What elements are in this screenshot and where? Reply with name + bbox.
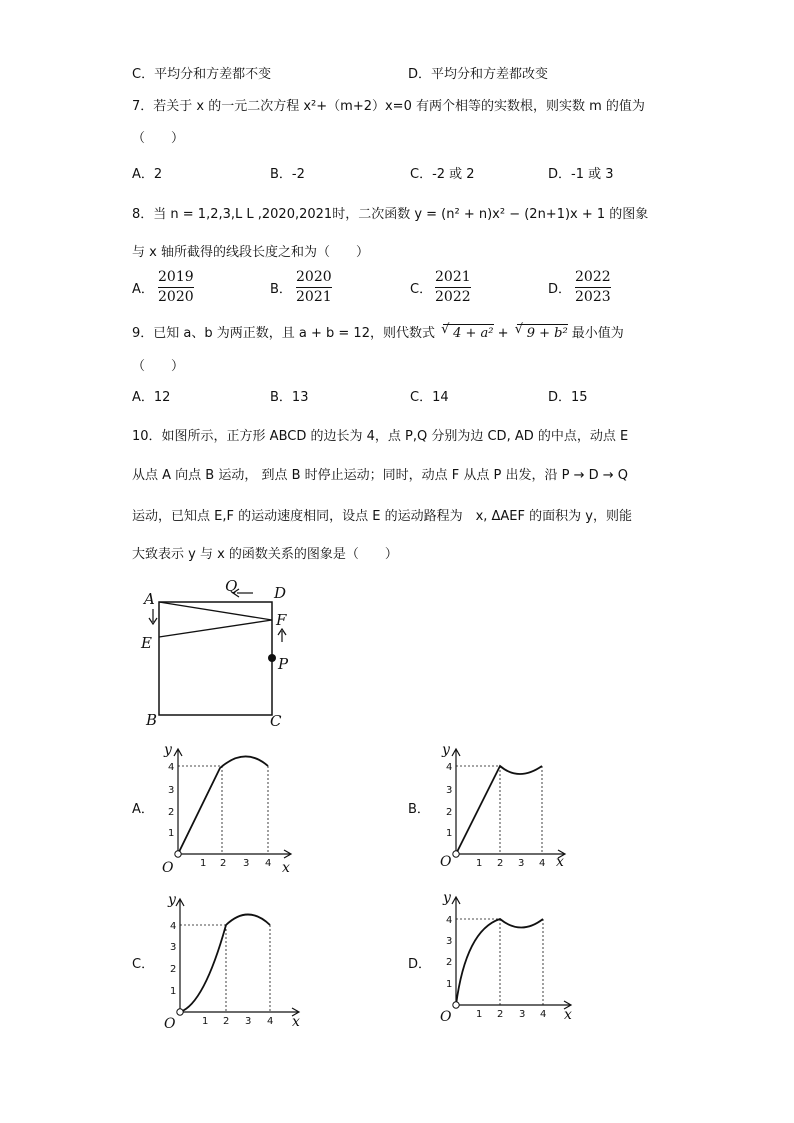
q8-option-d-denominator: 2023: [575, 289, 611, 305]
q10-line1: 10．如图所示，正方形 ABCD 的边长为 4，点 P,Q 分别为边 CD, AD 的中点，动点 E: [132, 429, 629, 444]
graph-d-x-label: x: [564, 1007, 572, 1023]
q7-stem: 7．若关于 x 的一元二次方程 x²+（m+2）x=0 有两个相等的实数根，则实数 m 的值为: [132, 99, 645, 114]
graph-b: [436, 742, 576, 882]
label-p: P: [278, 655, 289, 673]
q8-option-d-label: D．: [548, 282, 572, 297]
graph-a-x-label: x: [282, 860, 290, 876]
graph-a-ytick-2: 2: [168, 807, 175, 818]
q8-option-b-label: B．: [270, 282, 292, 297]
graph-b-ytick-1: 1: [446, 828, 453, 839]
q10-option-d-label: D．: [408, 957, 432, 972]
q9-paren: （ ）: [132, 359, 185, 374]
q10-line4: 大致表示 y 与 x 的函数关系的图象是（ ）: [132, 547, 398, 562]
graph-a-xtick-3: 3: [243, 858, 250, 869]
graph-b-x-label: x: [556, 854, 564, 870]
q6-option-d: D．平均分和方差都改变: [408, 67, 549, 82]
graph-c-origin-label: O: [164, 1016, 176, 1032]
label-d: D: [274, 584, 287, 602]
graph-a-origin-circle: [175, 851, 181, 857]
graph-d-xtick-3: 3: [519, 1009, 526, 1020]
graph-a-ytick-3: 3: [168, 785, 175, 796]
q7-option-c: C．-2 或 2: [410, 167, 475, 182]
q9-stem-pre: 9．已知 a、b 为两正数，且 a + b = 12，则代数式: [132, 326, 435, 341]
graph-c-ytick-3: 3: [170, 942, 177, 953]
graph-d-origin-label: O: [440, 1009, 452, 1025]
q8-option-a-numerator: 2019: [158, 269, 194, 285]
q10-line2: 从点 A 向点 B 运动， 到点 B 时停止运动；同时，动点 F 从点 P 出发，沿 P → D → Q: [132, 468, 629, 483]
q9-sqrt-2: √ 9 + b²: [514, 322, 568, 341]
q8-option-d-fraction: [575, 269, 611, 306]
graph-d-y-label: y: [443, 890, 451, 906]
q7-option-b: B．-2: [270, 167, 305, 182]
graph-d-ytick-2: 2: [446, 957, 453, 968]
graph-b-origin-circle: [453, 851, 459, 857]
graph-d-ytick-3: 3: [446, 936, 453, 947]
q9-option-c: C．14: [410, 390, 449, 405]
graph-d-curve: [456, 919, 543, 1005]
q7-option-d: D．-1 或 3: [548, 167, 614, 182]
q10-line3: 运动，已知点 E,F 的运动速度相同，设点 E 的运动路程为 x, ΔAEF 的面积为 y，则能: [132, 509, 632, 524]
graph-b-xtick-1: 1: [476, 858, 483, 869]
q9-expr2: 9 + b²: [526, 326, 568, 341]
q9-expr1: 4 + a²: [453, 326, 494, 341]
q8-option-b-denominator: 2021: [296, 289, 332, 305]
graph-a-xtick-2: 2: [220, 858, 227, 869]
square-figure: [135, 578, 305, 738]
graph-d-ytick-4: 4: [446, 915, 453, 926]
q8-option-c-label: C．: [410, 282, 433, 297]
graph-a-xtick-4: 4: [265, 858, 272, 869]
graph-c-xtick-3: 3: [245, 1016, 252, 1027]
graph-d: [436, 890, 581, 1040]
graph-b-xtick-2: 2: [497, 858, 504, 869]
q9-option-b: B．13: [270, 390, 309, 405]
label-e: E: [141, 634, 152, 652]
graph-c-xtick-4: 4: [267, 1016, 274, 1027]
graph-c-ytick-4: 4: [170, 921, 177, 932]
q9-option-a: A．12: [132, 390, 171, 405]
q8-option-d-numerator: 2022: [575, 269, 611, 285]
graph-a-ytick-4: 4: [168, 762, 175, 773]
q8-option-c-denominator: 2022: [435, 289, 471, 305]
q8-option-c-numerator: 2021: [435, 269, 471, 285]
q9-sqrt-1: √ 4 + a²: [441, 322, 494, 341]
graph-c-xtick-1: 1: [202, 1016, 209, 1027]
q8-option-a-label: A．: [132, 282, 154, 297]
graph-b-origin-label: O: [440, 854, 452, 870]
segment-af: [159, 602, 272, 620]
q8-option-a-denominator: 2020: [158, 289, 194, 305]
segment-ef: [159, 620, 272, 637]
q8-option-a-fraction: [158, 269, 194, 306]
q8-option-b-numerator: 2020: [296, 269, 332, 285]
graph-d-ytick-1: 1: [446, 979, 453, 990]
graph-c-x-label: x: [292, 1014, 300, 1030]
q8-option-b-fraction: [296, 269, 332, 306]
graph-b-ytick-3: 3: [446, 785, 453, 796]
q6-option-c: C．平均分和方差都不变: [132, 67, 272, 82]
q8-line2: 与 x 轴所截得的线段长度之和为（ ）: [132, 245, 369, 260]
q8-stem: 8．当 n = 1,2,3,L L ,2020,2021时，二次函数 y = (n² + n)x² − (2n+1)x + 1 的图象: [132, 207, 649, 222]
graph-b-y-label: y: [442, 742, 450, 758]
point-p-dot: [268, 654, 276, 662]
q9-stem-post: 最小值为: [571, 326, 624, 341]
graph-a-ytick-1: 1: [168, 828, 175, 839]
label-b: B: [146, 711, 158, 729]
graph-b-curve: [456, 766, 542, 854]
label-c: C: [270, 712, 282, 730]
label-f: F: [276, 611, 287, 629]
q9-option-d: D．15: [548, 390, 588, 405]
graph-d-xtick-2: 2: [497, 1009, 504, 1020]
graph-c-ytick-1: 1: [170, 986, 177, 997]
q8-option-c-fraction: [435, 269, 471, 306]
label-a: A: [144, 590, 155, 608]
graph-c-y-label: y: [168, 892, 176, 908]
graph-c: [160, 892, 305, 1042]
q9-stem: [132, 324, 624, 343]
label-q: Q: [225, 577, 238, 595]
graph-a-xtick-1: 1: [200, 858, 207, 869]
square-abcd: [159, 602, 272, 715]
q10-option-b-label: B．: [408, 802, 430, 817]
graph-a: [158, 742, 298, 882]
graph-a-origin-label: O: [162, 860, 174, 876]
graph-b-ytick-4: 4: [446, 762, 453, 773]
graph-a-curve: [178, 756, 268, 854]
q10-option-a-label: A．: [132, 802, 154, 817]
q7-paren: （ ）: [132, 131, 185, 146]
graph-d-xtick-1: 1: [476, 1009, 483, 1020]
graph-b-xtick-4: 4: [539, 858, 546, 869]
graph-b-ytick-2: 2: [446, 807, 453, 818]
graph-c-curve: [180, 915, 270, 1013]
graph-d-origin-circle: [453, 1002, 459, 1008]
graph-d-xtick-4: 4: [540, 1009, 547, 1020]
graph-b-xtick-3: 3: [518, 858, 525, 869]
q10-option-c-label: C．: [132, 957, 155, 972]
q7-option-a: A．2: [132, 167, 163, 182]
graph-c-ytick-2: 2: [170, 964, 177, 975]
graph-c-xtick-2: 2: [223, 1016, 230, 1027]
graph-c-origin-circle: [177, 1009, 183, 1015]
q9-plus: +: [497, 326, 509, 341]
graph-a-y-label: y: [164, 742, 172, 758]
